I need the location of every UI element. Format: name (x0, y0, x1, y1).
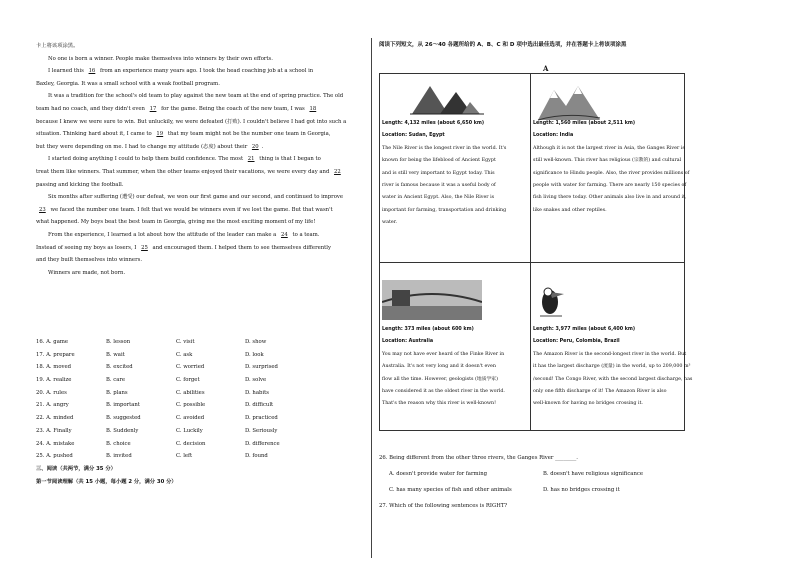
passage-line: because I knew we were sure to win. But unluckily, we were defeated (打败). I couldn't believe I had got into such a (36, 118, 347, 125)
passage-line: treat them like winners. That summer, when the other teams enjoyed their vacations, we were every day and 22 (36, 166, 366, 179)
rivers-table (379, 73, 693, 431)
option-row-18: 18. A. moved B. excited C. worried D. surprised (36, 364, 278, 371)
river-cell-amazon: Length: 3,977 miles (about 6,400 km) Location: Peru, Colombia, Brazil The Amazon River is the second-longest river in the world. But it has the largest discharge (流量) in the world, up to 209,000 m³ /second! The Congo River, with the second largest discharge, has only one fifth discharge of it! The Amazon River is also well-known for having no bridges crossing it. (533, 327, 693, 407)
option-row-21: 21. A. angry B. important C. possible D. difficult (36, 402, 274, 409)
column-divider (371, 38, 372, 558)
option-row-24: 24. A. mistake B. choice C. decision D. difference (36, 440, 280, 447)
passage-line: No one is born a winner. People make themselves into winners by their own efforts. (48, 55, 273, 62)
passage-line: team had no coach, and they didn't even 17 for the game. Being the coach of the new team, I was 18 (36, 103, 366, 116)
instruction-tail: 卡上将该项涂黑。 (36, 43, 79, 49)
passage-line: Instead of seeing my boys as losers, I 25 and encouraged them. I helped them to see themselves differently (36, 242, 366, 255)
option-26d: D. has no bridges crossing it (543, 487, 620, 493)
option-row-23: 23. A. Finally B. Suddenly C. Luckily D. Seriously (36, 427, 278, 434)
blank-16: 16 (88, 68, 96, 75)
question-27: 27. Which of the following sentences is RIGHT? (379, 503, 508, 509)
option-row-16: 16. A. game B. lesson C. visit D. show (36, 339, 267, 345)
cloze-options (36, 336, 366, 488)
reading-instruction: 阅读下列短文，从 26～40 各题所给的 A、B、C 和 D 项中选出最佳选项，并在答题卡上将该项涂黑 (379, 42, 627, 48)
passage-line: I started doing anything I could to help them build confidence. The most 21 thing is that I began to (36, 153, 366, 166)
blank-24: 24 (281, 231, 288, 238)
blank-23: 23 (39, 206, 46, 213)
toucan-image (536, 280, 566, 320)
blank-20: 20 (251, 143, 259, 150)
passage-line: and they built themselves into winners. (36, 257, 142, 264)
passage-line: situation. Thinking hard about it, I came to 19 that my team might not be the number one team in Georgia, (36, 128, 366, 141)
passage-line: Baxley, Georgia. It was a small school with a weak football program. (36, 80, 220, 87)
bridge-image (382, 280, 482, 320)
passage-line: I learned this 16 from an experience many years ago. I took the head coaching job at a school in (36, 65, 366, 78)
section-heading: 三、阅读（共两节，满分 35 分） (36, 465, 116, 472)
blank-25: 25 (141, 244, 148, 251)
option-26b: B. doesn't have religious significance (543, 471, 643, 477)
river-cell-finke: Length: 373 miles (about 600 km) Location: Australia You may not have ever heard of the Finke River in Australia. It's not very long and it doesn't even flow all the time. However, geologists (地质学家) have considered it as the oldest river in the world. That's the reason why this river is well-known! (382, 327, 505, 407)
blank-22: 22 (334, 168, 341, 175)
option-26a: A. doesn't provide water for farming (389, 471, 488, 477)
option-row-22: 22. A. minded B. suggested C. avoided D. practiced (36, 415, 278, 422)
river-cell-nile: Length: 4,132 miles (about 6,650 km) Location: Sudan, Egypt The Nile River is the longest river in the world. It's known for being the lifeblood of Ancient Egypt and is still very important to Egypt today. This river is famous because it was a useful body of water in Ancient Egypt. Also, the Nile River is important for farming, transportation and drinking water. (382, 121, 507, 226)
subsection-heading: 第一节阅读理解（共 15 小题，每小题 2 分，满分 30 分） (36, 478, 177, 485)
option-26c: C. has many species of fish and other animals (389, 487, 512, 493)
passage-line: 23 we faced the number one team. I felt that we would be winners even if we lost the game. But that wasn't (36, 204, 366, 217)
option-row-20: 20. A. rules B. plans C. abilities D. habits (36, 389, 269, 396)
option-row-25: 25. A. pushed B. invited C. left D. found (36, 453, 268, 460)
cloze-passage (36, 40, 366, 279)
passage-line: passing and kicking the football. (36, 181, 124, 188)
passage-label: A (543, 64, 549, 73)
blank-21: 21 (247, 156, 255, 163)
passage-line: From the experience, I learned a lot about how the attitude of the leader can make a 24 to a team. (36, 229, 366, 242)
option-row-17: 17. A. prepare B. wait C. ask D. look (36, 351, 264, 358)
pyramids-image (410, 80, 484, 116)
blank-17: 17 (149, 105, 157, 112)
question-26: 26. Being different from the other three rivers, the Ganges River ________. (379, 455, 578, 461)
mountain-river-image (536, 82, 602, 122)
passage-line: Six months after suffering (遭受) our defeat, we won our first game and our second, and continued to improve (48, 194, 344, 201)
river-cell-ganges: Length: 1,560 miles (about 2,511 km) Location: India Although it is not the largest river in Asia, the Ganges River is still well-known. This river has religious (宗教的) and cultural significance to Hindu people. Also, the river provides millions of people with water for farming. There are nearly 150 species of fish living there today. Other animals also live in and around it, like snakes and other reptiles. (533, 121, 690, 213)
option-row-19: 19. A. realize B. care C. forget D. solve (36, 377, 267, 384)
blank-18: 18 (309, 105, 317, 112)
reading-header (379, 40, 759, 48)
passage-line: but they were depending on me. I had to change my attitude (态度) about their 20 . (36, 141, 366, 154)
blank-19: 19 (156, 131, 164, 138)
passage-line: what happened. My boys beat the best team in Georgia, giving me the most exciting moment of my life! (36, 219, 316, 226)
passage-line: Winners are made, not born. (48, 269, 126, 276)
passage-line: It was a tradition for the school's old team to play against the new team at the end of spring practice. The old (48, 93, 344, 100)
